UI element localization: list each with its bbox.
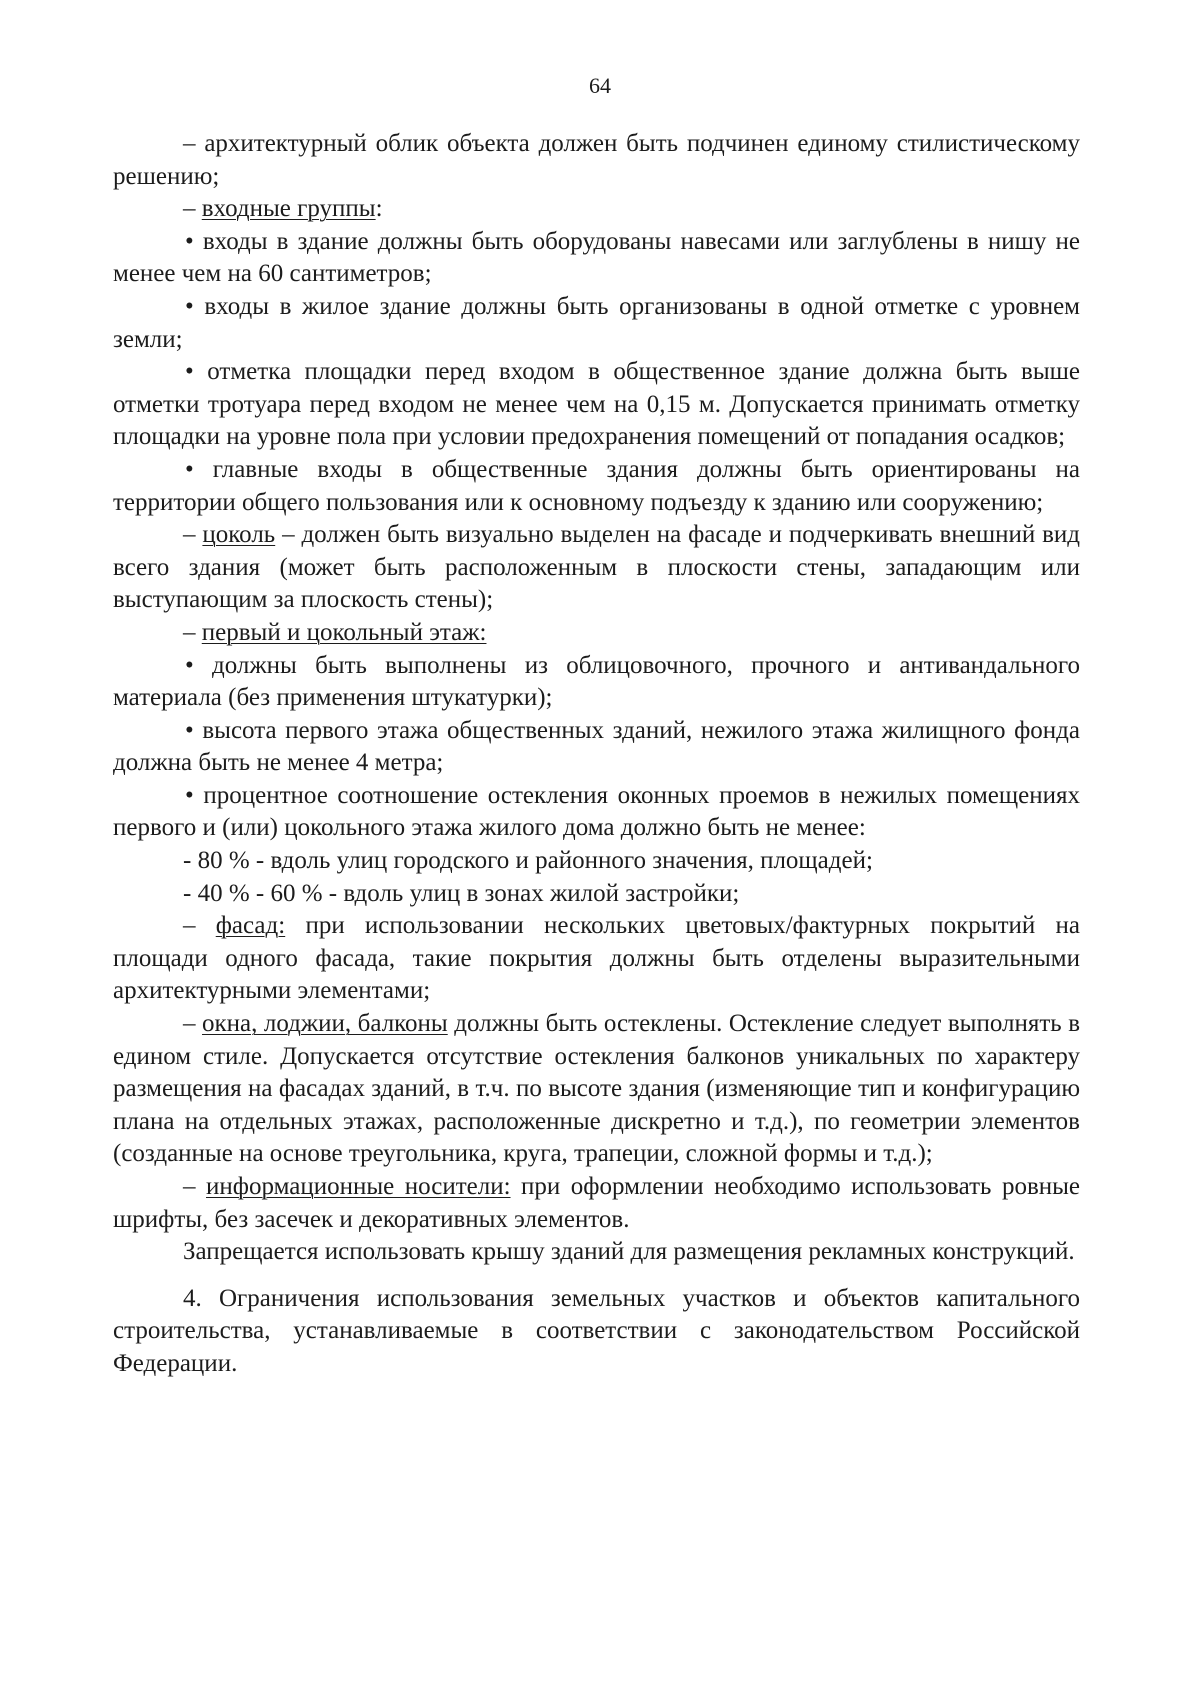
- paragraph-plinth: – цоколь – должен быть визуально выделен на фасаде и подчеркивать внешний вид всего здания (может быть расположенным в плоскости стены, западающим или выступающим за плоскость стены);: [113, 521, 1080, 614]
- bullet-public-entrance-level: • отметка площадки перед входом в общественное здание должна быть выше отметки тротуара перед входом не менее чем на 0,15 м. Допускается принимать отметку площадки на уровне пола при условии предохранения помещений от попадания осадков;: [113, 358, 1080, 451]
- bullet-main-entrances: • главные входы в общественные здания должны быть ориентированы на территории общего пользования или к основному подъезду к зданию или сооружению;: [113, 455, 1080, 516]
- paragraph-entrance-groups: – входные группы:: [183, 195, 383, 223]
- bullet-facing-material: • должны быть выполнены из облицовочного, прочного и антивандального материала (без применения штукатурки);: [113, 651, 1080, 712]
- paragraph-information-carriers: – информационные носители: при оформлении необходимо использовать ровные шрифты, без засечек и декоративных элементов.: [113, 1173, 1081, 1233]
- paragraph-facade: – фасад: при использовании нескольких цветовых/фактурных покрытий на площади одного фасада, такие покрытия должны быть отделены выразительными архитектурными элементами;: [113, 912, 1080, 1005]
- item-glazing-80: - 80 % - вдоль улиц городского и районного значения, площадей;: [183, 847, 873, 875]
- document-body: [113, 128, 1080, 1381]
- bullet-entrance-canopies: • входы в здание должны быть оборудованы навесами или заглублены в нишу не менее чем на 60 сантиметров;: [113, 227, 1080, 288]
- paragraph-roof-advertising-ban: Запрещается использовать крышу зданий для размещения рекламных конструкций.: [183, 1238, 1075, 1266]
- section-4-heading: 4. Ограничения использования земельных участков и объектов капитального строительства, устанавливаемые в соответствии с законодательством Российской Федерации.: [113, 1284, 1080, 1377]
- term-plinth: цоколь: [202, 521, 276, 549]
- bullet-glazing-ratio: • процентное соотношение остекления оконных проемов в нежилых помещениях первого и (или) цокольного этажа жилого дома должно быть не менее:: [113, 781, 1080, 842]
- bullet-first-floor-height: • высота первого этажа общественных зданий, нежилого этажа жилищного фонда должна быть не менее 4 метра;: [113, 716, 1080, 777]
- page-number: 64: [589, 73, 611, 98]
- item-glazing-40-60: - 40 % - 60 % - вдоль улиц в зонах жилой застройки;: [183, 879, 740, 907]
- paragraph-first-floor: – первый и цокольный этаж:: [183, 618, 487, 646]
- paragraph-windows-balconies: – окна, лоджии, балконы должны быть остеклены. Остекление следует выполнять в едином стиле. Допускается отсутствие остекления балконов уникальных по характеру размещения на фасадах зданий, в т.ч. по высоте здания (изменяющие тип и конфигурацию плана на отдельных этажах, расположенные дискретно и т.д.), по геометрии элементов (созданные на основе треугольника, круга, трапеции, сложной формы и т.д.);: [113, 1010, 1080, 1168]
- term-entrance-groups: входные группы: [201, 195, 376, 223]
- term-first-floor: первый и цокольный этаж:: [201, 618, 487, 646]
- bullet-residential-entrances: • входы в жилое здание должны быть организованы в одной отметке с уровнем земли;: [113, 292, 1080, 353]
- term-windows-balconies: окна, лоджии, балконы: [202, 1010, 448, 1038]
- term-information-carriers: информационные носители:: [206, 1173, 511, 1200]
- term-facade: фасад:: [215, 912, 286, 940]
- paragraph-architectural-appearance: – архитектурный облик объекта должен быть подчинен единому стилистическому решению;: [113, 130, 1080, 190]
